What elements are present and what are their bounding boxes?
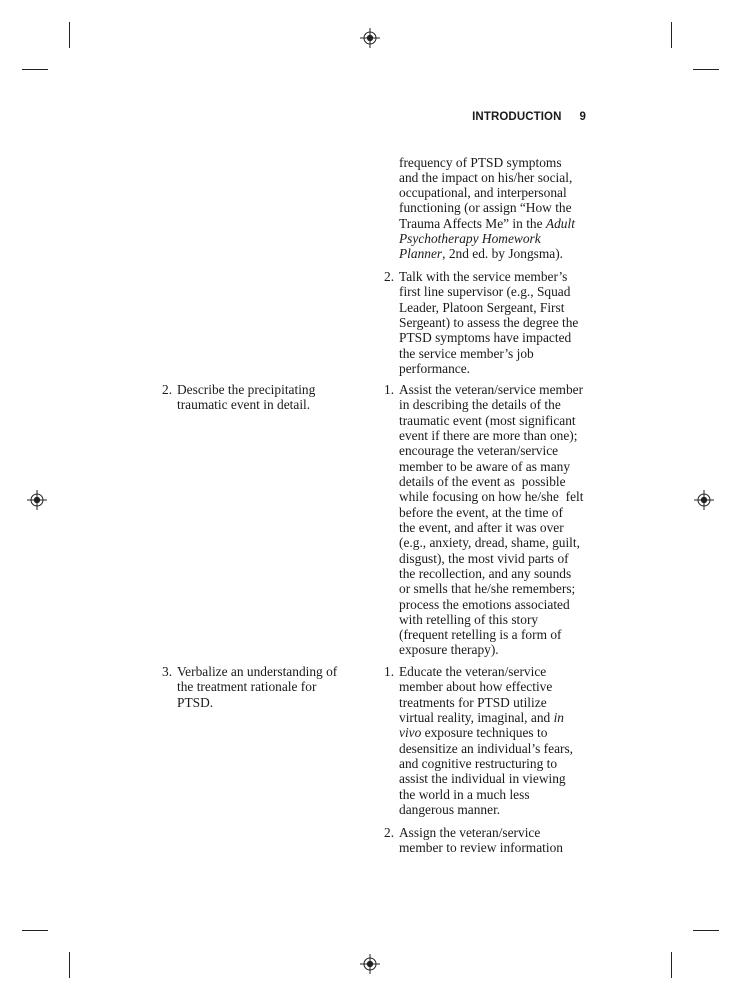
crop-mark-bottom-right-vertical [671, 952, 672, 978]
crop-mark-top-left-vertical [69, 22, 70, 48]
intervention-assign-number: 2. [384, 825, 395, 840]
intervention-describe-line-17: (frequent retelling is a form of [399, 627, 562, 642]
objective-2-number: 2. [162, 382, 173, 397]
objective-2-line-2: traumatic event in detail. [177, 397, 311, 412]
intervention-educate-number: 1. [384, 664, 395, 679]
page-number: 9 [579, 111, 586, 123]
crop-mark-bottom-left-horizontal [22, 930, 48, 931]
continued-line-6: Psychotherapy Homework [399, 231, 541, 246]
continued-line-2: and the impact on his/her social, [399, 170, 573, 185]
continued-line-5 [399, 216, 575, 231]
intervention-describe-line-13: the recollection, and any sounds [399, 566, 572, 581]
continued-line-5-text: Trauma Affects Me” in the [399, 216, 546, 231]
intervention-supervisor-line-4: Sergeant) to assess the degree the [399, 315, 579, 330]
intervention-describe-line-4: event if there are more than one); [399, 428, 578, 443]
objective-3-number: 3. [162, 664, 173, 679]
intervention-describe-line-7: details of the event as possible [399, 474, 566, 489]
intervention-supervisor-line-2: first line supervisor (e.g., Squad [399, 284, 571, 299]
header-section-title: INTRODUCTION [472, 111, 562, 123]
intervention-educate-line-2: member about how effective [399, 679, 553, 694]
intervention-supervisor-line-1: Talk with the service member’s [399, 269, 568, 284]
intervention-educate-line-1: Educate the veteran/service [399, 664, 547, 679]
crop-mark-top-right-horizontal [693, 69, 719, 70]
intervention-educate-line-8: assist the individual in viewing [399, 771, 566, 786]
registration-mark-top-icon [360, 28, 380, 48]
term-in: in [553, 710, 564, 725]
crop-mark-top-left-horizontal [22, 69, 48, 70]
intervention-describe-line-3: traumatic event (most significant [399, 413, 576, 428]
intervention-educate-line-10: dangerous manner. [399, 802, 501, 817]
intervention-describe-line-6: member to be aware of as many [399, 459, 571, 474]
registration-mark-bottom-icon [360, 954, 380, 974]
intervention-educate-line-5-text: exposure techniques to [424, 725, 548, 740]
registration-mark-left-icon [27, 490, 47, 510]
intervention-educate-line-4-text: virtual reality, imaginal, and [399, 710, 554, 725]
intervention-describe-line-12: disgust), the most vivid parts of [399, 551, 569, 566]
objective-2-line-1: Describe the precipitating [177, 382, 316, 397]
intervention-describe-line-18: exposure therapy). [399, 642, 499, 657]
intervention-educate-line-7: and cognitive restructuring to [399, 756, 558, 771]
crop-mark-bottom-left-vertical [69, 952, 70, 978]
book-title-planner: Planner [399, 246, 443, 261]
continued-line-7-text: , 2nd ed. by Jongsma). [442, 246, 564, 261]
intervention-assign-line-2: member to review information [399, 840, 563, 855]
intervention-educate-line-4 [399, 710, 564, 725]
crop-mark-bottom-right-horizontal [693, 930, 719, 931]
book-title-adult: Adult [545, 216, 575, 231]
objective-3-line-1: Verbalize an understanding of [177, 664, 338, 679]
intervention-describe-line-1: Assist the veteran/service member [399, 382, 584, 397]
objective-3-line-3: PTSD. [177, 695, 214, 710]
intervention-describe-line-14: or smells that he/she remembers; [399, 581, 576, 596]
intervention-educate-line-9: the world in a much less [399, 787, 530, 802]
intervention-describe-line-11: (e.g., anxiety, dread, shame, guilt, [399, 535, 580, 550]
registration-mark-right-icon [694, 490, 714, 510]
intervention-describe-line-2: in describing the details of the [399, 397, 561, 412]
running-header [472, 111, 586, 123]
intervention-supervisor-number: 2. [384, 269, 395, 284]
intervention-educate-line-6: desensitize an individual’s fears, [399, 741, 574, 756]
intervention-educate-line-5 [399, 725, 547, 740]
intervention-describe-line-15: process the emotions associated [399, 597, 570, 612]
intervention-describe-line-5: encourage the veteran/service [399, 443, 559, 458]
intervention-describe-line-8: while focusing on how he/she felt [399, 489, 584, 504]
intervention-assign-line-1: Assign the veteran/service [399, 825, 541, 840]
intervention-describe-line-9: before the event, at the time of [399, 505, 563, 520]
objective-3-line-2: the treatment rationale for [177, 679, 317, 694]
intervention-educate-line-3: treatments for PTSD utilize [399, 695, 547, 710]
intervention-supervisor-line-3: Leader, Platoon Sergeant, First [399, 300, 565, 315]
intervention-describe-line-10: the event, and after it was over [399, 520, 564, 535]
intervention-describe-number: 1. [384, 382, 395, 397]
continued-line-3: occupational, and interpersonal [399, 185, 567, 200]
continued-line-4: functioning (or assign “How the [399, 200, 572, 215]
intervention-supervisor-line-6: the service member’s job [399, 346, 534, 361]
intervention-describe-line-16: with retelling of this story [399, 612, 539, 627]
crop-mark-top-right-vertical [671, 22, 672, 48]
term-vivo: vivo [399, 725, 422, 740]
intervention-supervisor-line-7: performance. [399, 361, 471, 376]
intervention-supervisor-line-5: PTSD symptoms have impacted [399, 330, 572, 345]
continued-line-1: frequency of PTSD symptoms [399, 155, 562, 170]
continued-line-7 [399, 246, 563, 261]
